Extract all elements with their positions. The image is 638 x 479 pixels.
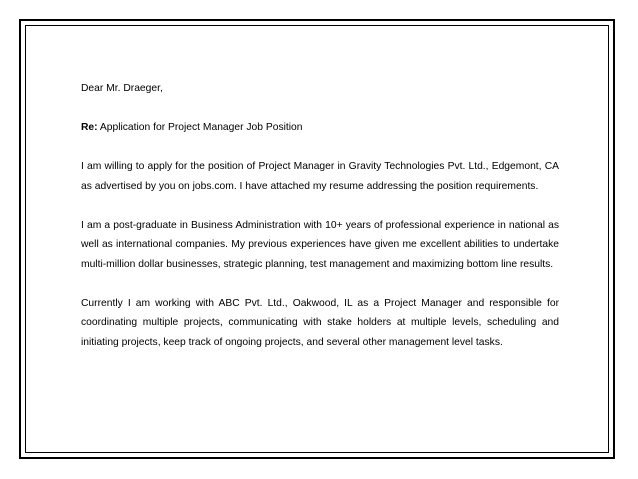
subject-line	[81, 118, 559, 138]
subject-text: Application for Project Manager Job Position	[97, 122, 303, 133]
paragraph-current-role: Currently I am working with ABC Pvt. Ltd., Oakwood, IL as a Project Manager and responsible for coordinating multiple projects, communicating with stake holders at multiple levels, scheduling and initiating projects, keep track of ongoing projects, and several other management level tasks.	[81, 297, 559, 348]
subject-label: Re:	[81, 122, 98, 133]
paragraph-qualifications: I am a post-graduate in Business Administration with 10+ years of professional experience in national as well as international companies. My previous experiences have given me excellent abilities to undertake multi-million dollar businesses, strategic planning, test management and maximizing bottom line results.	[81, 219, 559, 270]
cover-letter-body	[81, 79, 559, 352]
paragraph-intro: I am willing to apply for the position of Project Manager in Gravity Technologies Pvt. Ltd., Edgemont, CA as advertised by you on jobs.com. I have attached my resume addressing the position requirements.	[81, 161, 559, 192]
salutation: Dear Mr. Draeger,	[81, 83, 163, 94]
